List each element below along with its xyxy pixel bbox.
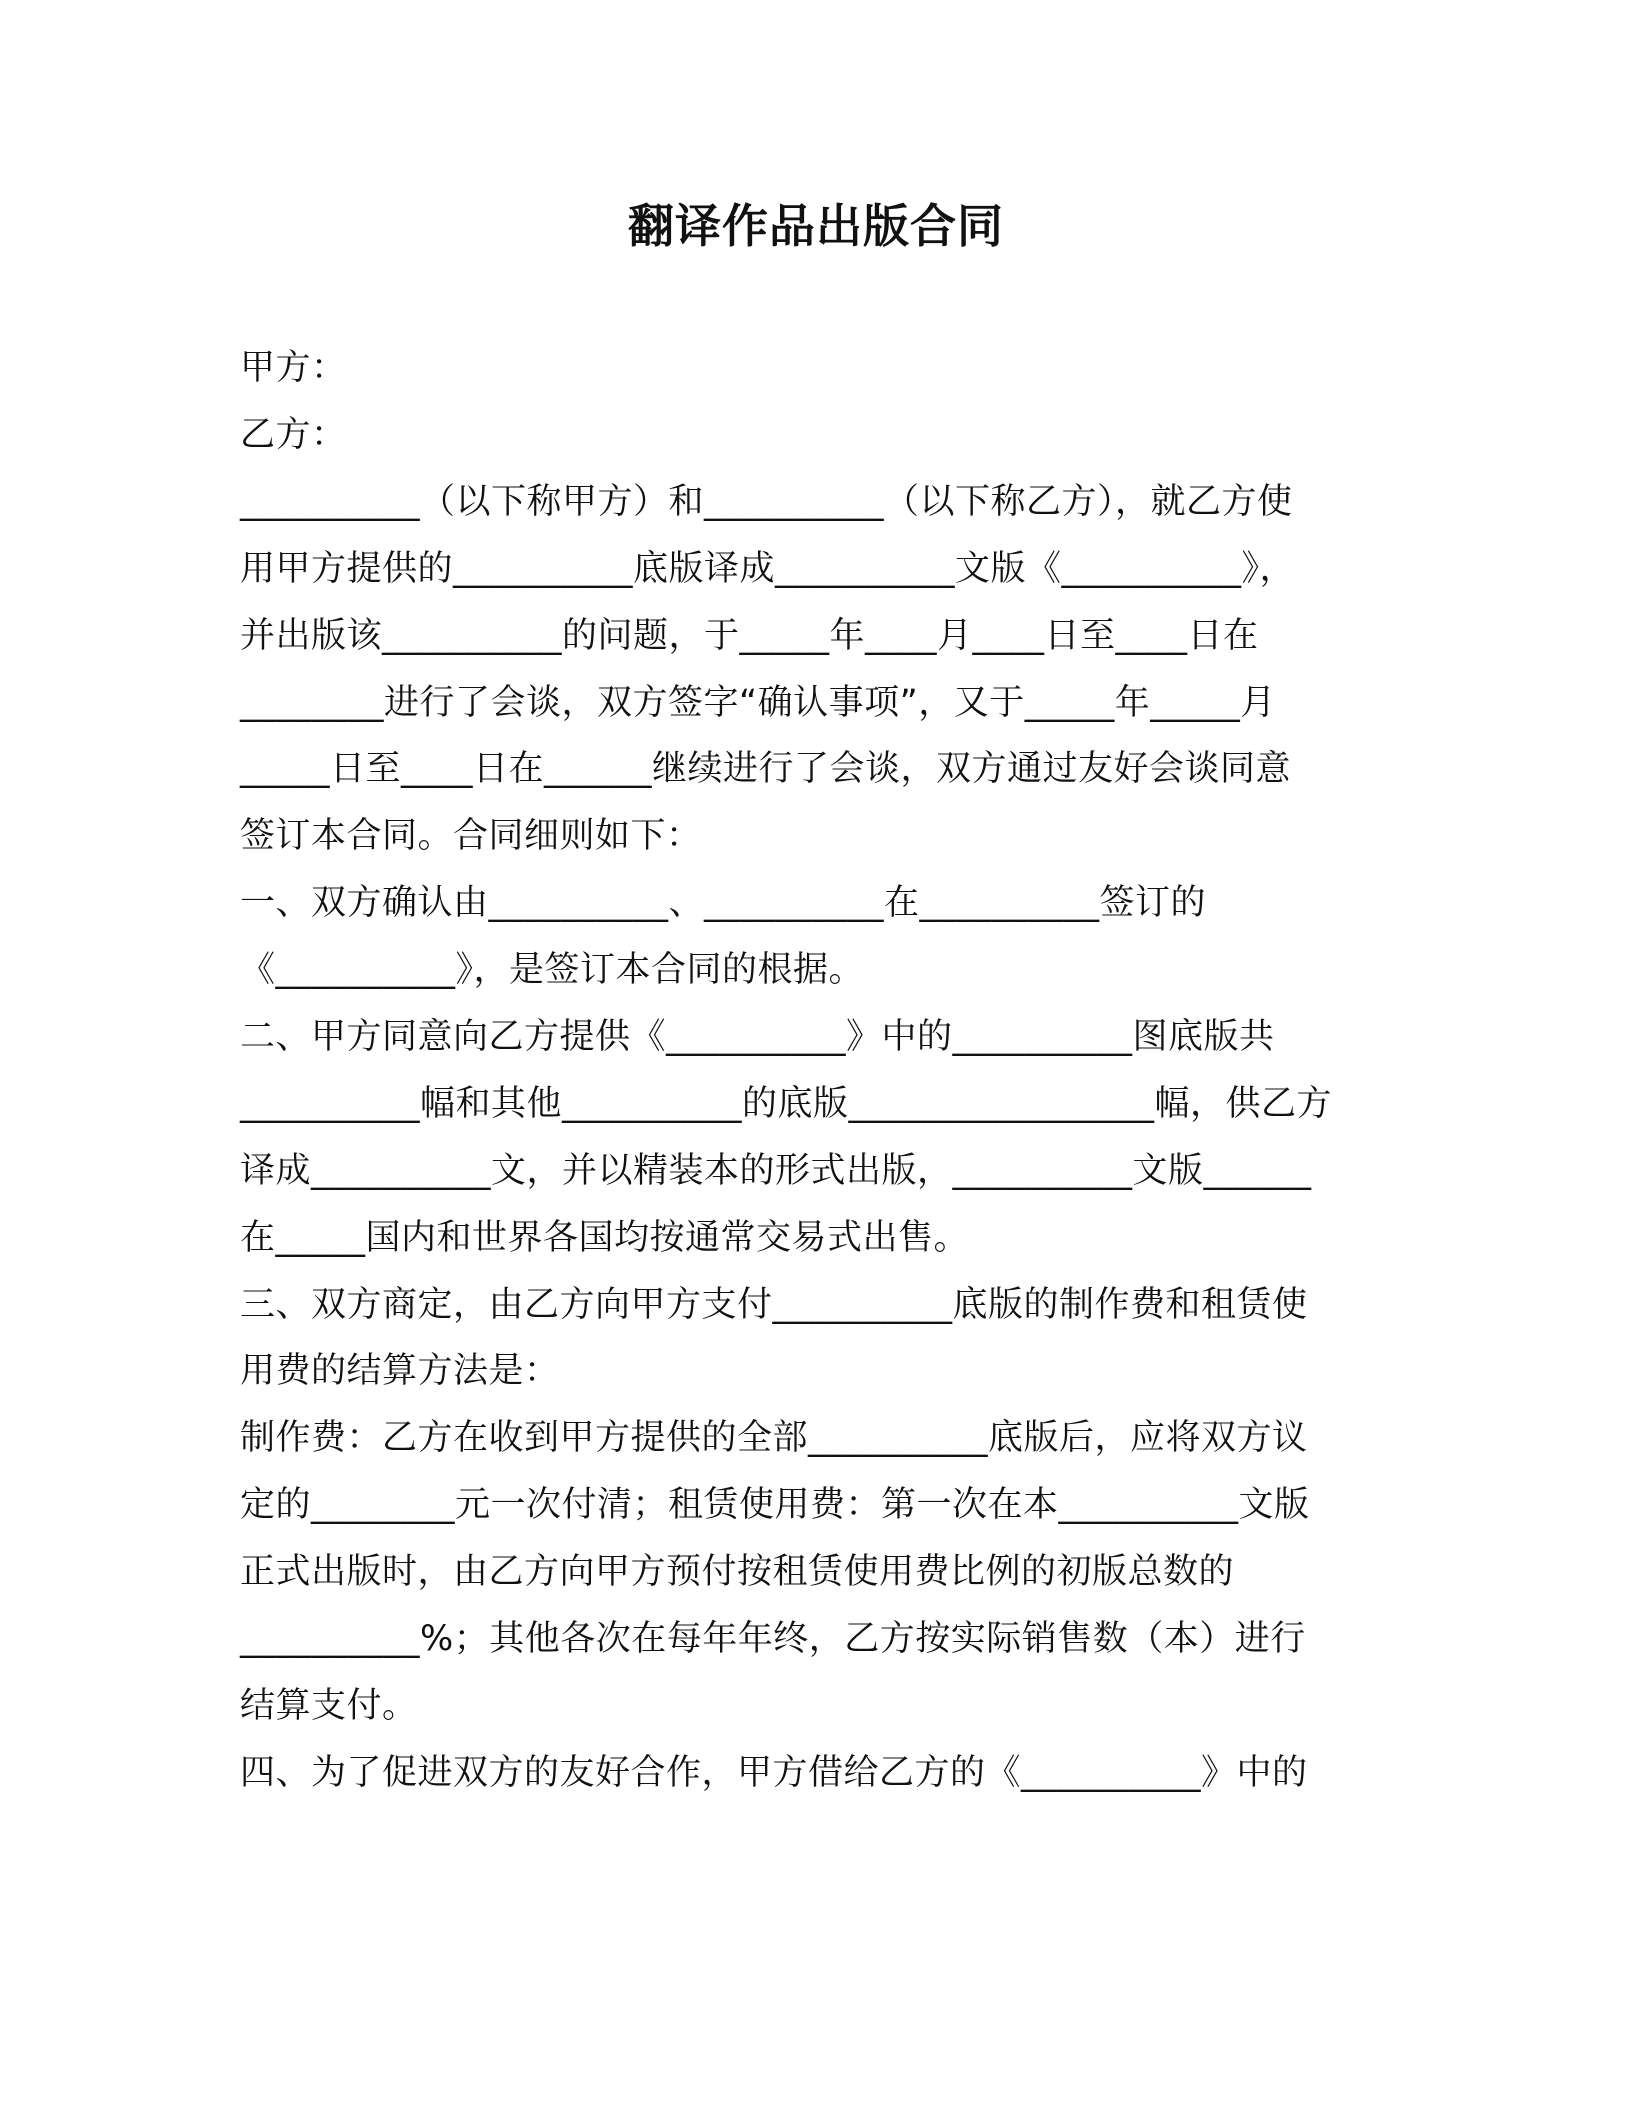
- paragraph-line: ________进行了会谈，双方签字“确认事项”，又于_____年_____月: [240, 683, 1276, 723]
- clause-4-line: 四、为了促进双方的友好合作，甲方借给乙方的《__________》中的: [240, 1753, 1308, 1793]
- clause-2-line: 译成__________文，并以精装本的形式出版，__________文版______: [240, 1151, 1312, 1191]
- clause-2-line: __________幅和其他__________的底版_________________幅，供乙方: [240, 1084, 1333, 1124]
- paragraph-line: __________（以下称甲方）和__________（以下称乙方），就乙方使: [240, 482, 1293, 522]
- clause-3-line: 结算支付。: [240, 1686, 418, 1726]
- clause-2-line: 在_____国内和世界各国均按通常交易式出售。: [240, 1218, 970, 1258]
- clause-3-line: 制作费：乙方在收到甲方提供的全部__________底版后，应将双方议: [240, 1418, 1308, 1458]
- paragraph-line: _____日至____日在______继续进行了会谈，双方通过友好会谈同意: [240, 749, 1292, 789]
- clause-3-line: 三、双方商定，由乙方向甲方支付__________底版的制作费和租赁使: [240, 1285, 1308, 1325]
- paragraph-line: 并出版该__________的问题，于_____年____月____日至____日在: [240, 616, 1259, 656]
- party-a-line: 甲方：: [240, 348, 347, 388]
- clause-3-line: __________%；其他各次在每年年终，乙方按实际销售数（本）进行: [240, 1619, 1306, 1659]
- paragraph-line: 签订本合同。合同细则如下：: [240, 816, 702, 856]
- clause-3-line: 定的________元一次付清；租赁使用费：第一次在本__________文版: [240, 1485, 1310, 1525]
- paragraph-line: 用甲方提供的__________底版译成__________文版《__________》，: [240, 549, 1296, 589]
- clause-1-line: 《__________》，是签订本合同的根据。: [240, 950, 865, 990]
- clause-3-line: 用费的结算方法是：: [240, 1351, 560, 1391]
- clause-3-line: 正式出版时，由乙方向甲方预付按租赁使用费比例的初版总数的: [240, 1552, 1235, 1592]
- party-b-line: 乙方：: [240, 415, 347, 455]
- clause-1-line: 一、双方确认由__________、__________在__________签订的: [240, 883, 1207, 923]
- document-title: 翻译作品出版合同: [628, 199, 1004, 253]
- clause-2-line: 二、甲方同意向乙方提供《__________》中的__________图底版共: [240, 1017, 1275, 1057]
